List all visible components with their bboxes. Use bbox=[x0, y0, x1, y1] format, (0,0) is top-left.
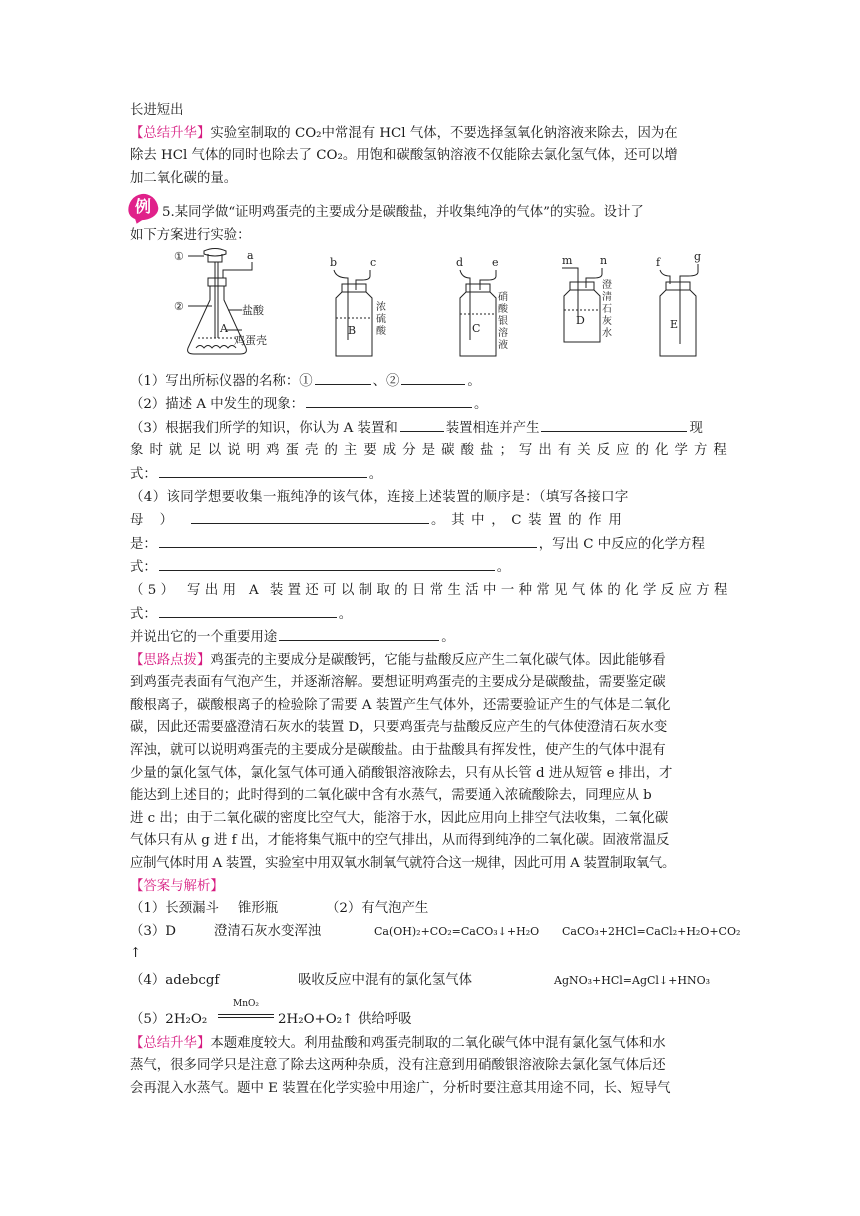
answer-blank[interactable] bbox=[306, 393, 472, 408]
question-1: （1）写出所标仪器的名称：① 、② 。 bbox=[130, 370, 730, 394]
answer-blank[interactable] bbox=[279, 626, 439, 641]
answer-blank[interactable] bbox=[191, 509, 429, 524]
answer-row-3: （3）D 澄清石灰水变浑浊 Ca(OH)₂+CO₂=CaCO₃↓+H₂O CaCO₃+2HCl=CaCl₂+H₂O+CO₂ bbox=[130, 923, 741, 939]
label-c: c bbox=[370, 255, 377, 269]
text-line: 蒸气，很多同学只是注意了除去这两种杂质，没有注意到用硝酸银溶液除去氯化氢气体后还 bbox=[130, 1058, 666, 1074]
answer-tag: 【答案与解析】 bbox=[130, 878, 224, 894]
text-line: 长进短出 bbox=[130, 103, 184, 118]
text-line: 式： 。 bbox=[130, 603, 730, 627]
text-line: 酸根离子，碳酸根离子的检验除了需要 A 装置产生气体外，还需要验证产生的气体是二氧化 bbox=[130, 697, 671, 713]
label-D-liquid-3: 灰 bbox=[602, 315, 612, 327]
answer-row-4: （4）adebcgf 吸收反应中混有的氯化氢气体 AgNO₃+HCl=AgCl↓+HNO₃ bbox=[130, 973, 710, 988]
apparatus-figure bbox=[130, 248, 730, 370]
question-2: （2）描述 A 中发生的现象： 。 bbox=[130, 393, 730, 417]
label-b: b bbox=[330, 255, 338, 269]
text-line: 进 c 出；由于二氧化碳的密度比空气大，能溶于水，因此应用向上排空气法收集，二氧化碳 bbox=[130, 810, 669, 826]
apparatus-a bbox=[174, 248, 267, 354]
label-C: C bbox=[472, 321, 481, 335]
answer-row-5: （5）2H₂O₂ MnO₂ 2H₂O+O₂↑ 供给呼吸 bbox=[130, 998, 412, 1027]
text-line: 会再混入水蒸气。题中 E 装置在化学实验中用途广，分析时要注意其用途不同，长、短导气 bbox=[130, 1080, 671, 1096]
answer-blank[interactable] bbox=[401, 370, 465, 385]
label-C-liquid-0: 硝 bbox=[498, 291, 508, 303]
label-D-liquid-0: 澄 bbox=[602, 279, 612, 291]
label-hcl: 盐酸 bbox=[242, 303, 264, 317]
text-line: 式： 。 bbox=[130, 556, 730, 580]
label-C-liquid-4: 液 bbox=[498, 339, 508, 351]
apparatus-c bbox=[456, 256, 509, 356]
label-1: ① bbox=[174, 249, 184, 263]
answer-blank[interactable] bbox=[315, 370, 371, 385]
label-d: d bbox=[456, 255, 464, 269]
answer-row-1: （1）长颈漏斗 锥形瓶 （2）有气泡产生 bbox=[130, 901, 429, 917]
text-line: 母 ） 。 其 中 ， C 装 置 的 作 用 bbox=[130, 509, 730, 533]
apparatus-d bbox=[562, 254, 612, 342]
text-line: 加二氧化碳的量。 bbox=[130, 170, 238, 186]
label-C-liquid-2: 银 bbox=[498, 315, 508, 327]
label-A: A bbox=[220, 321, 228, 335]
text-line: 并说出它的一个重要用途 。 bbox=[130, 626, 730, 650]
answer-blank[interactable] bbox=[159, 533, 537, 548]
text-line: 少量的氯化氢气体，氯化氢气体可通入硝酸银溶液除去，只有从长管 d 进从短管 e 排出，才 bbox=[130, 765, 673, 781]
apparatus-b bbox=[330, 256, 387, 356]
hint-tag: 【思路点拨】 bbox=[130, 652, 211, 668]
label-E: E bbox=[670, 317, 679, 331]
label-B: B bbox=[348, 323, 357, 337]
apparatus-e bbox=[656, 250, 701, 356]
summary-paragraph: 【总结升华】实验室制取的 CO₂中常混有 HCl 气体，不要选择氢氧化钠溶液来除去，因为在 bbox=[130, 125, 678, 141]
text-line: 应制气体时用 A 装置，实验室中用双氧水制氧气就符合这一规律，因此可用 A 装置制取氧气。 bbox=[130, 856, 676, 872]
label-m: m bbox=[562, 253, 573, 267]
text-line: 是： ，写出 C 中反应的化学方程 bbox=[130, 533, 730, 557]
text-line: 浑浊，就可以说明鸡蛋壳的主要成分是碳酸盐。由于盐酸具有挥发性，使产生的气体中混有 bbox=[130, 743, 666, 759]
text-line: 如下方案进行实验： bbox=[130, 227, 251, 243]
text-line: 能达到上述目的；此时得到的二氧化碳中含有水蒸气，需要通入浓硫酸除去，同理应从 b bbox=[130, 788, 652, 804]
label-a: a bbox=[247, 248, 254, 262]
label-g: g bbox=[694, 249, 702, 263]
label-B-liquid-2: 酸 bbox=[376, 325, 386, 337]
label-n: n bbox=[600, 253, 608, 267]
question-4: （4）该同学想要收集一瓶纯净的该气体，连接上述装置的顺序是：（填写各接口字 bbox=[130, 489, 629, 505]
text-line: 碳，因此还需要盛澄清石灰水的装置 D，只要鸡蛋壳与盐酸反应产生的气体使澄清石灰水变 bbox=[130, 720, 668, 736]
label-C-liquid-3: 溶 bbox=[498, 327, 508, 339]
summary-tag: 【总结升华】 bbox=[130, 1035, 211, 1051]
label-f: f bbox=[656, 255, 661, 269]
label-D-liquid-2: 石 bbox=[602, 303, 612, 315]
text-line: 除去 HCl 气体的同时也除去了 CO₂。用饱和碳酸氢钠溶液不仅能除去氯化氢气体，还可以增 bbox=[130, 148, 678, 164]
label-B-liquid-0: 浓 bbox=[376, 301, 386, 313]
label-C-liquid-1: 酸 bbox=[498, 303, 508, 315]
question-3: （3）根据我们所学的知识，你认为 A 装置和 装置相连并产生 现 bbox=[130, 417, 730, 441]
label-D-liquid-4: 水 bbox=[602, 327, 612, 339]
label-B-liquid-1: 硫 bbox=[376, 313, 386, 325]
label-D-liquid-1: 清 bbox=[602, 291, 612, 303]
hint-paragraph: 【思路点拨】鸡蛋壳的主要成分是碳酸钙，它能与盐酸反应产生二氧化碳气体。因此能够看 bbox=[130, 652, 666, 668]
answer-arrow: ↑ bbox=[130, 946, 142, 962]
summary-tag: 【总结升华】 bbox=[130, 125, 211, 141]
answer-blank[interactable] bbox=[159, 463, 367, 478]
answer-blank[interactable] bbox=[541, 417, 687, 432]
example-question: 例 5.某同学做“证明鸡蛋壳的主要成分是碳酸盐，并收集纯净的气体”的实验。设计了 bbox=[130, 194, 730, 225]
example-badge-icon: 例 bbox=[128, 194, 158, 222]
label-egg: 鸡蛋壳 bbox=[234, 333, 267, 347]
document-page bbox=[130, 100, 741, 1100]
answer-blank[interactable] bbox=[159, 603, 337, 618]
answer-blank[interactable] bbox=[159, 556, 495, 571]
summary-paragraph-2: 【总结升华】本题难度较大。利用盐酸和鸡蛋壳制取的二氧化碳气体中混有氯化氢气体和水 bbox=[130, 1035, 666, 1051]
text-line: 象时就足以说明鸡蛋壳的主要成分是碳酸盐；写出有关反应的化学方程 bbox=[130, 443, 730, 459]
text-line: 式： 。 bbox=[130, 463, 730, 487]
label-e: e bbox=[492, 255, 499, 269]
label-2: ② bbox=[174, 299, 184, 313]
question-5: （5） 写出用 A 装置还可以制取的日常生活中一种常见气体的化学反应方程 bbox=[130, 582, 730, 598]
label-D: D bbox=[576, 313, 585, 327]
answer-blank[interactable] bbox=[400, 417, 444, 432]
text-line: 到鸡蛋壳表面有气泡产生，并逐渐溶解。要想证明鸡蛋壳的主要成分是碳酸盐，需要鉴定碳 bbox=[130, 675, 666, 691]
text-line: 气体只有从 g 进 f 出，才能将集气瓶中的空气排出，从而得到纯净的二氧化碳。固液常温反 bbox=[130, 833, 670, 849]
